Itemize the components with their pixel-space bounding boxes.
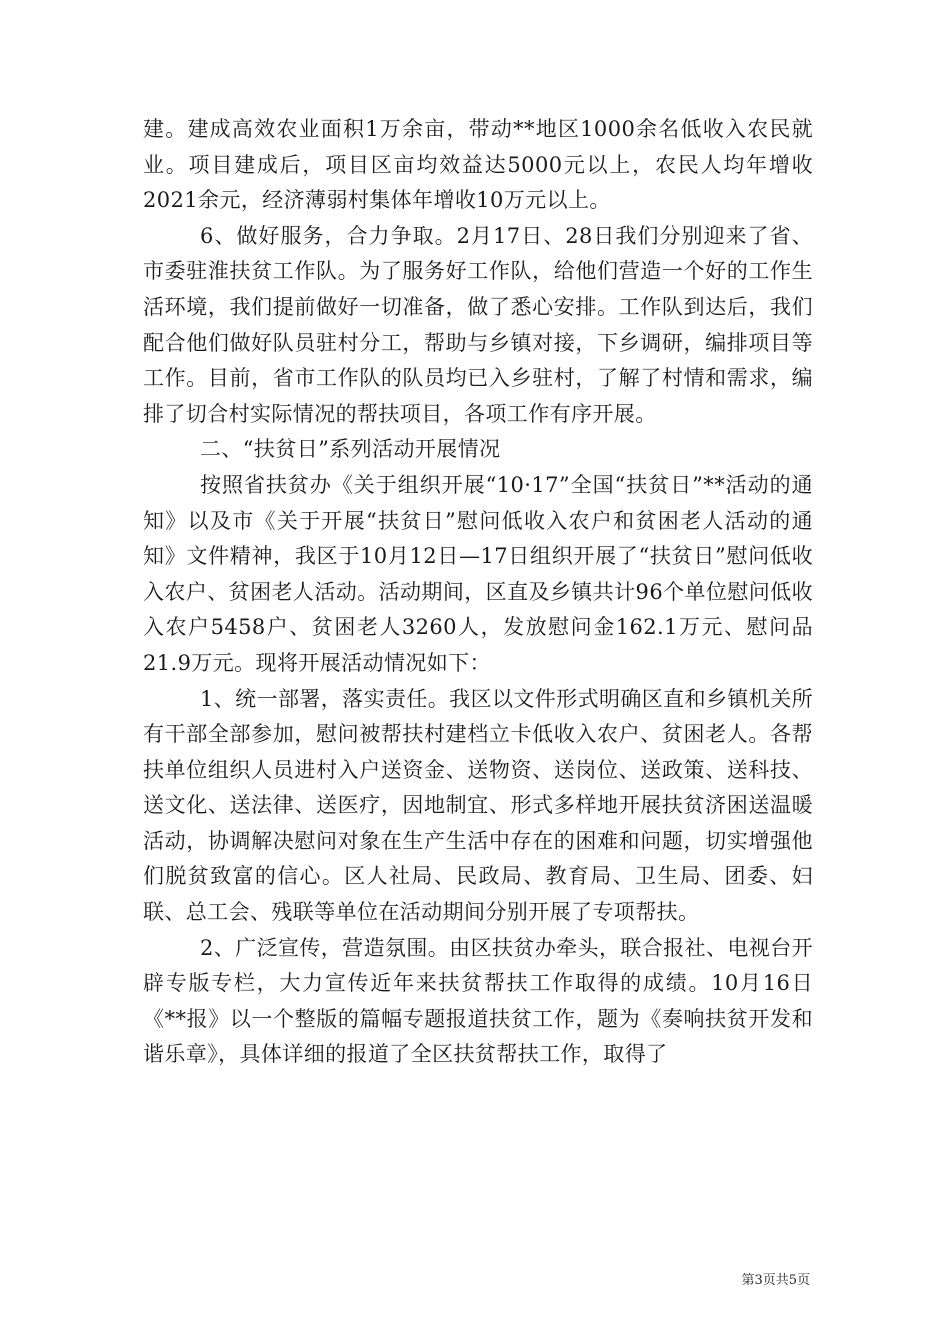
paragraph-poverty-day-intro: 按照省扶贫办《关于组织开展“10·17”全国“扶贫日”**活动的通知》以及市《关于开展“扶贫日”慰问低收入农户和贫困老人活动的通知》文件精神，我区于10月12日—17日组织开展了“扶贫日”慰问低收入农户、贫困老人活动。活动期间，区直及乡镇共计96个单位慰问低收入农户5458户、贫困老人3260人，发放慰问金162.1万元、慰问品21.9万元。现将开展活动情况如下：	[143, 472, 813, 675]
page-number: 第3页共5页	[741, 1273, 810, 1288]
section-heading-poverty-day: 二、“扶贫日”系列活动开展情况	[200, 437, 501, 462]
paragraph-item-2-publicity: 2、广泛宣传，营造氛围。由区扶贫办牵头，联合报社、电视台开辟专版专栏，大力宣传近年来扶贫帮扶工作取得的成绩。10月16日《**报》以一个整版的篇幅专题报道扶贫工作，题为《奏响扶贫开发和谐乐章》，具体详细的报道了全区扶贫帮扶工作，取得了	[143, 935, 813, 1067]
paragraph-item-1-deployment: 1、统一部署，落实责任。我区以文件形式明确区直和乡镇机关所有干部全部参加，慰问被帮扶村建档立卡低收入农户、贫困老人。各帮扶单位组织人员进村入户送资金、送物资、送岗位、送政策、送科技、送文化、送法律、送医疗，因地制宜、形式多样地开展扶贫济困送温暖活动，协调解决慰问对象在生产生活中存在的困难和问题，切实增强他们脱贫致富的信心。区人社局、民政局、教育局、卫生局、团委、妇联、总工会、残联等单位在活动期间分别开展了专项帮扶。	[143, 686, 813, 925]
document-body	[143, 112, 813, 1073]
paragraph-project-results: 建。建成高效农业面积1万余亩，带动**地区1000余名低收入农民就业。项目建成后，项目区亩均效益达5000元以上，农民人均年增收2021余元，经济薄弱村集体年增收10万元以上。	[143, 117, 813, 213]
paragraph-item-6-service: 6、做好服务，合力争取。2月17日、28日我们分别迎来了省、市委驻淮扶贫工作队。为了服务好工作队，给他们营造一个好的工作生活环境，我们提前做好一切准备，做了悉心安排。工作队到达后，我们配合他们做好队员驻村分工，帮助与乡镇对接，下乡调研，编排项目等工作。目前，省市工作队的队员均已入乡驻村，了解了村情和需求，编排了切合村实际情况的帮扶项目，各项工作有序开展。	[143, 223, 813, 426]
